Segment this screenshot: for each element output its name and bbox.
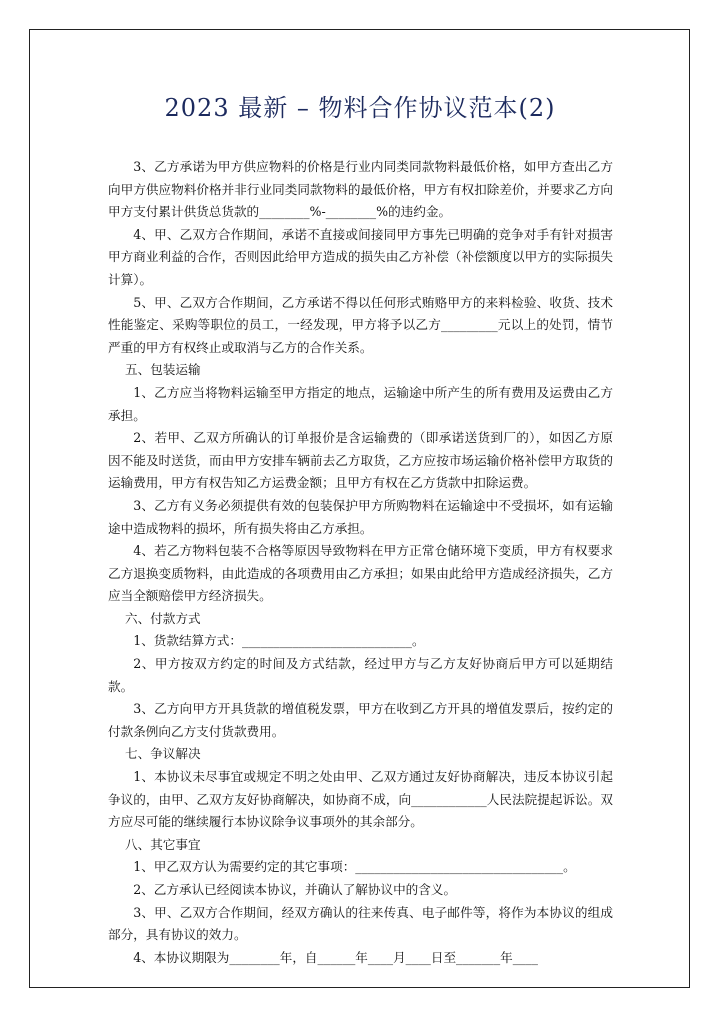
clause-paragraph: 2、甲方按双方约定的时间及方式结款，经过甲方与乙方友好协商后甲方可以延期结款。 [108,656,613,694]
clause-paragraph: 1、乙方应当将物料运输至甲方指定的地点，运输途中所产生的所有费用及运费由乙方承担。 [108,384,613,423]
clause-paragraph: 4、甲、乙双方合作期间，承诺不直接或间接同甲方事先已明确的竞争对手有针对损害甲方商业利益的合作，否则因此给甲方造成的损失由乙方补偿（补偿额度以甲方的实际损失计算）。 [108,226,613,287]
clause-paragraph: 3、乙方承诺为甲方供应物料的价格是行业内同类同款物料最低价格，如甲方查出乙方向甲方供应物料价格并非行业同类同款物料的最低价格，甲方有权扣除差价，并要求乙方向甲方支付累计供货总货款的________%-________%的违约金。 [108,159,613,220]
clause-paragraph: 3、乙方向甲方开具货款的增值税发票，甲方在收到乙方开具的增值发票后，按约定的付款条例向乙方支付货款费用。 [108,701,613,739]
document-title: 2023 最新 – 物料合作协议范本(2) [164,94,556,122]
section-heading: 五、包装运输 [125,362,201,378]
clause-paragraph: 2、若甲、乙双方所确认的订单报价是含运输费的（即承诺送货到厂的），如因乙方原因不能及时送货，而由甲方安排车辆前去乙方取货，乙方应按市场运输价格补偿甲方取货的运输费用，甲方有权告知乙方运费金额；且甲方有权在乙方货款中扣除运费。 [108,430,613,491]
clause-paragraph: 1、甲乙双方认为需要约定的其它事项：_________________________________。 [133,859,576,875]
clause-paragraph: 5、甲、乙双方合作期间，乙方承诺不得以任何形式贿赂甲方的来料检验、收货、技术性能鉴定、采购等职位的员工，一经发现，甲方将予以乙方_________元以上的处罚，情节严重的甲方有权终止或取消与乙方的合作关系。 [108,294,613,355]
clause-paragraph: 1、本协议未尽事宜或规定不明之处由甲、乙双方通过友好协商解决，违反本协议引起争议的，由甲、乙双方友好协商解决，如协商不成，向____________人民法院提起诉讼。双方应尽可能的继续履行本协议除争议事项外的其余部分。 [108,769,613,830]
clause-paragraph: 1、货款结算方式：___________________________。 [133,633,425,649]
clause-paragraph: 4、若乙方物料包装不合格等原因导致物料在甲方正常仓储环境下变质，甲方有权要求乙方退换变质物料，由此造成的各项费用由乙方承担；如果由此给甲方造成经济损失，乙方应当全额赔偿甲方经济损失。 [108,543,613,604]
clause-paragraph: 3、甲、乙双方合作期间，经双方确认的往来传真、电子邮件等，将作为本协议的组成部分，具有协议的效力。 [108,904,613,943]
document-body [108,156,613,969]
clause-paragraph: 2、乙方承认已经阅读本协议，并确认了解协议中的含义。 [133,882,457,897]
section-heading: 七、争议解决 [125,746,201,762]
section-heading: 六、付款方式 [125,610,201,626]
section-heading: 八、其它事宜 [125,836,201,852]
clause-paragraph: 3、乙方有义务必须提供有效的包装保护甲方所购物料在运输途中不受损坏，如有运输途中造成物料的损坏，所有损失将由乙方承担。 [108,497,613,536]
clause-paragraph: 4、本协议期限为________年，自______年____月____日至_______年____ [133,949,538,965]
